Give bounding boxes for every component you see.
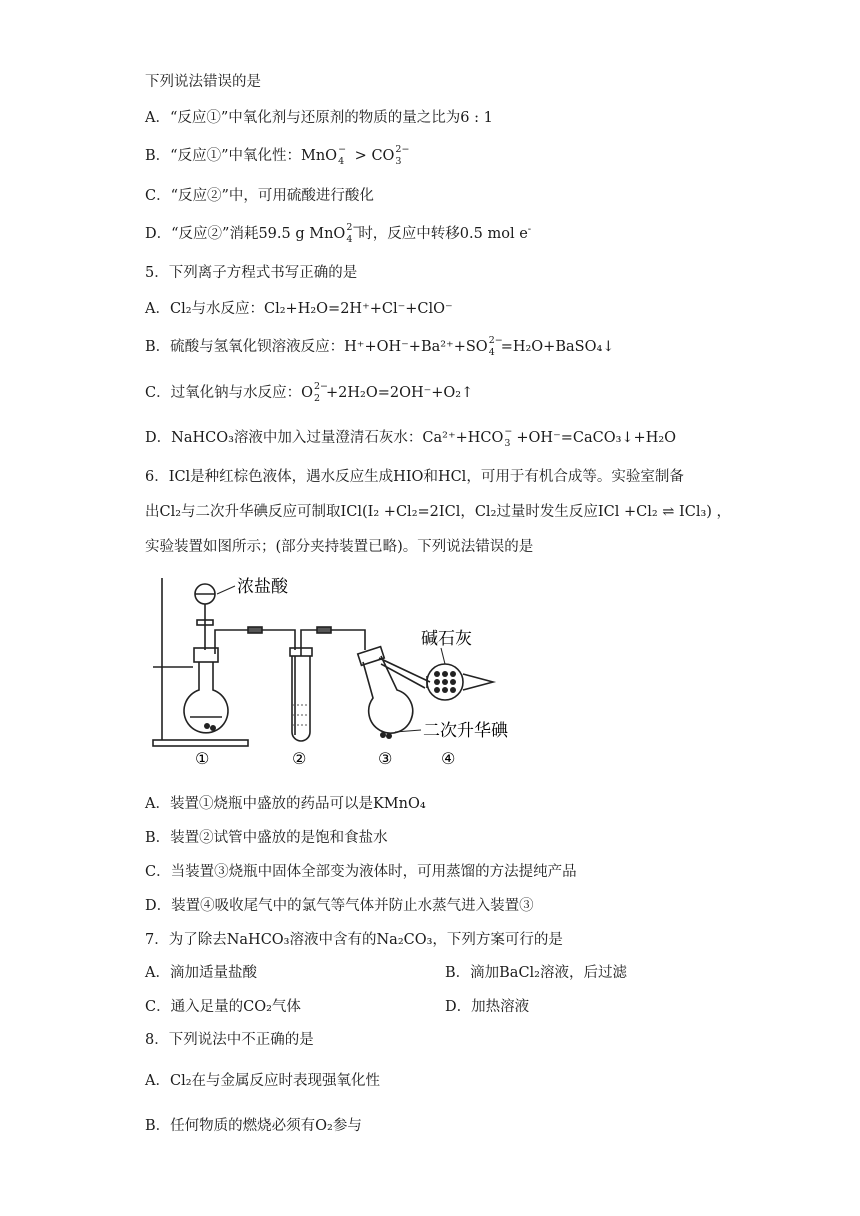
q6-stem-line3: 实验装置如图所示；(部分夹持装置已略)。下列说法错误的是 — [145, 539, 534, 555]
q5-option-b-prefix: B．硫酸与氢氧化钡溶液反应：H⁺+OH⁻+Ba²⁺+SO — [145, 339, 488, 355]
charge-2minus: 2− 4 — [488, 335, 503, 358]
q6-option-d: D．装置④吸收尾气中的氯气等气体并防止水蒸气进入装置③ — [145, 898, 534, 914]
q5-option-b — [145, 337, 614, 357]
charge-minus: − 4 — [338, 144, 347, 167]
q7-option-b: B．滴加BaCl₂溶液，后过滤 — [445, 965, 627, 981]
q6-option-a: A．装置①烧瓶中盛放的药品可以是KMnO₄ — [145, 796, 426, 812]
charge-2minus: 2− 3 — [395, 144, 410, 167]
apparatus-diagram — [145, 570, 525, 770]
label-apparatus-4: ④ — [441, 749, 456, 768]
q5-option-d — [145, 428, 676, 448]
q5-option-c-suffix: +2H₂O=2OH⁻+O₂↑ — [325, 385, 474, 401]
rubber-connector — [248, 627, 262, 633]
q4-option-b — [145, 144, 410, 167]
q5-option-c-prefix: C．过氧化钠与水反应：O — [145, 385, 313, 401]
charge-minus: − 3 — [504, 426, 513, 449]
q6-option-c: C．当装置③烧瓶中固体全部变为液体时，可用蒸馏的方法提纯产品 — [145, 864, 577, 880]
q6-stem-line2: 出Cl₂与二次升华碘反应可制取ICl(I₂ +Cl₂=2ICl，Cl₂过量时发生反应ICl +Cl₂ ⇌ ICl₃) ， — [145, 504, 732, 520]
q4-option-d-suffix: 时，反应中转移0.5 mol e — [358, 226, 528, 242]
label-sublimed-iodine: 二次升华碘 — [423, 721, 508, 741]
label-apparatus-2: ② — [292, 749, 307, 768]
question-intro: 下列说法错误的是 — [145, 74, 261, 90]
label-apparatus-1: ① — [195, 749, 210, 768]
q6-option-b: B．装置②试管中盛放的是饱和食盐水 — [145, 830, 388, 846]
stand-base — [153, 740, 248, 746]
q4-option-a: A．“反应①”中氧化剂与还原剂的物质的量之比为6 : 1 — [145, 110, 493, 126]
q7-option-c: C．通入足量的CO₂气体 — [145, 999, 301, 1015]
formula-mno4: MnO — [300, 148, 338, 164]
q8-stem: 8．下列说法中不正确的是 — [145, 1032, 314, 1048]
q5-option-d-prefix: D．NaHCO₃溶液中加入过量澄清石灰水：Ca²⁺+HCO — [145, 430, 504, 446]
q5-stem: 5．下列离子方程式书写正确的是 — [145, 265, 358, 281]
q5-option-b-suffix: =H₂O+BaSO₄↓ — [500, 339, 615, 355]
q7-stem: 7．为了除去NaHCO₃溶液中含有的Na₂CO₃，下列方案可行的是 — [145, 932, 563, 948]
rubber-connector — [317, 627, 331, 633]
q5-option-d-suffix: +OH⁻=CaCO₃↓+H₂O — [516, 430, 677, 446]
q8-option-b: B．任何物质的燃烧必须有O₂参与 — [145, 1118, 362, 1134]
q5-option-a: A．Cl₂与水反应：Cl₂+H₂O=2H⁺+Cl⁻+ClO⁻ — [145, 301, 453, 317]
q4-option-c: C．“反应②”中，可用硫酸进行酸化 — [145, 188, 374, 204]
q4-option-d: D．“反应②”消耗59.5 g MnO 2− 4 时，反应中转移0.5 mol e- — [145, 222, 532, 245]
formula-co3: CO — [371, 148, 395, 164]
label-apparatus-3: ③ — [378, 749, 393, 768]
label-soda-lime: 碱石灰 — [421, 629, 472, 649]
q7-option-a: A．滴加适量盐酸 — [145, 965, 257, 981]
q8-option-a: A．Cl₂在与金属反应时表现强氧化性 — [145, 1073, 381, 1089]
q5-option-c — [145, 383, 473, 403]
charge-2minus: 2− 2 — [313, 381, 328, 404]
q4-option-b-prefix: B．“反应①”中氧化性： — [145, 148, 301, 164]
q7-option-d: D．加热溶液 — [445, 999, 530, 1015]
label-conc-hcl: 浓盐酸 — [237, 577, 288, 597]
flask-1 — [184, 662, 228, 733]
q6-stem-line1: 6．ICl是种红棕色液体，遇水反应生成HIO和HCl，可用于有机合成等。实验室制备 — [145, 469, 684, 485]
greater-than: > — [350, 148, 372, 164]
charge-2minus: 2− 4 — [346, 222, 361, 245]
q4-option-d-prefix: D．“反应②”消耗59.5 g MnO — [145, 226, 346, 242]
